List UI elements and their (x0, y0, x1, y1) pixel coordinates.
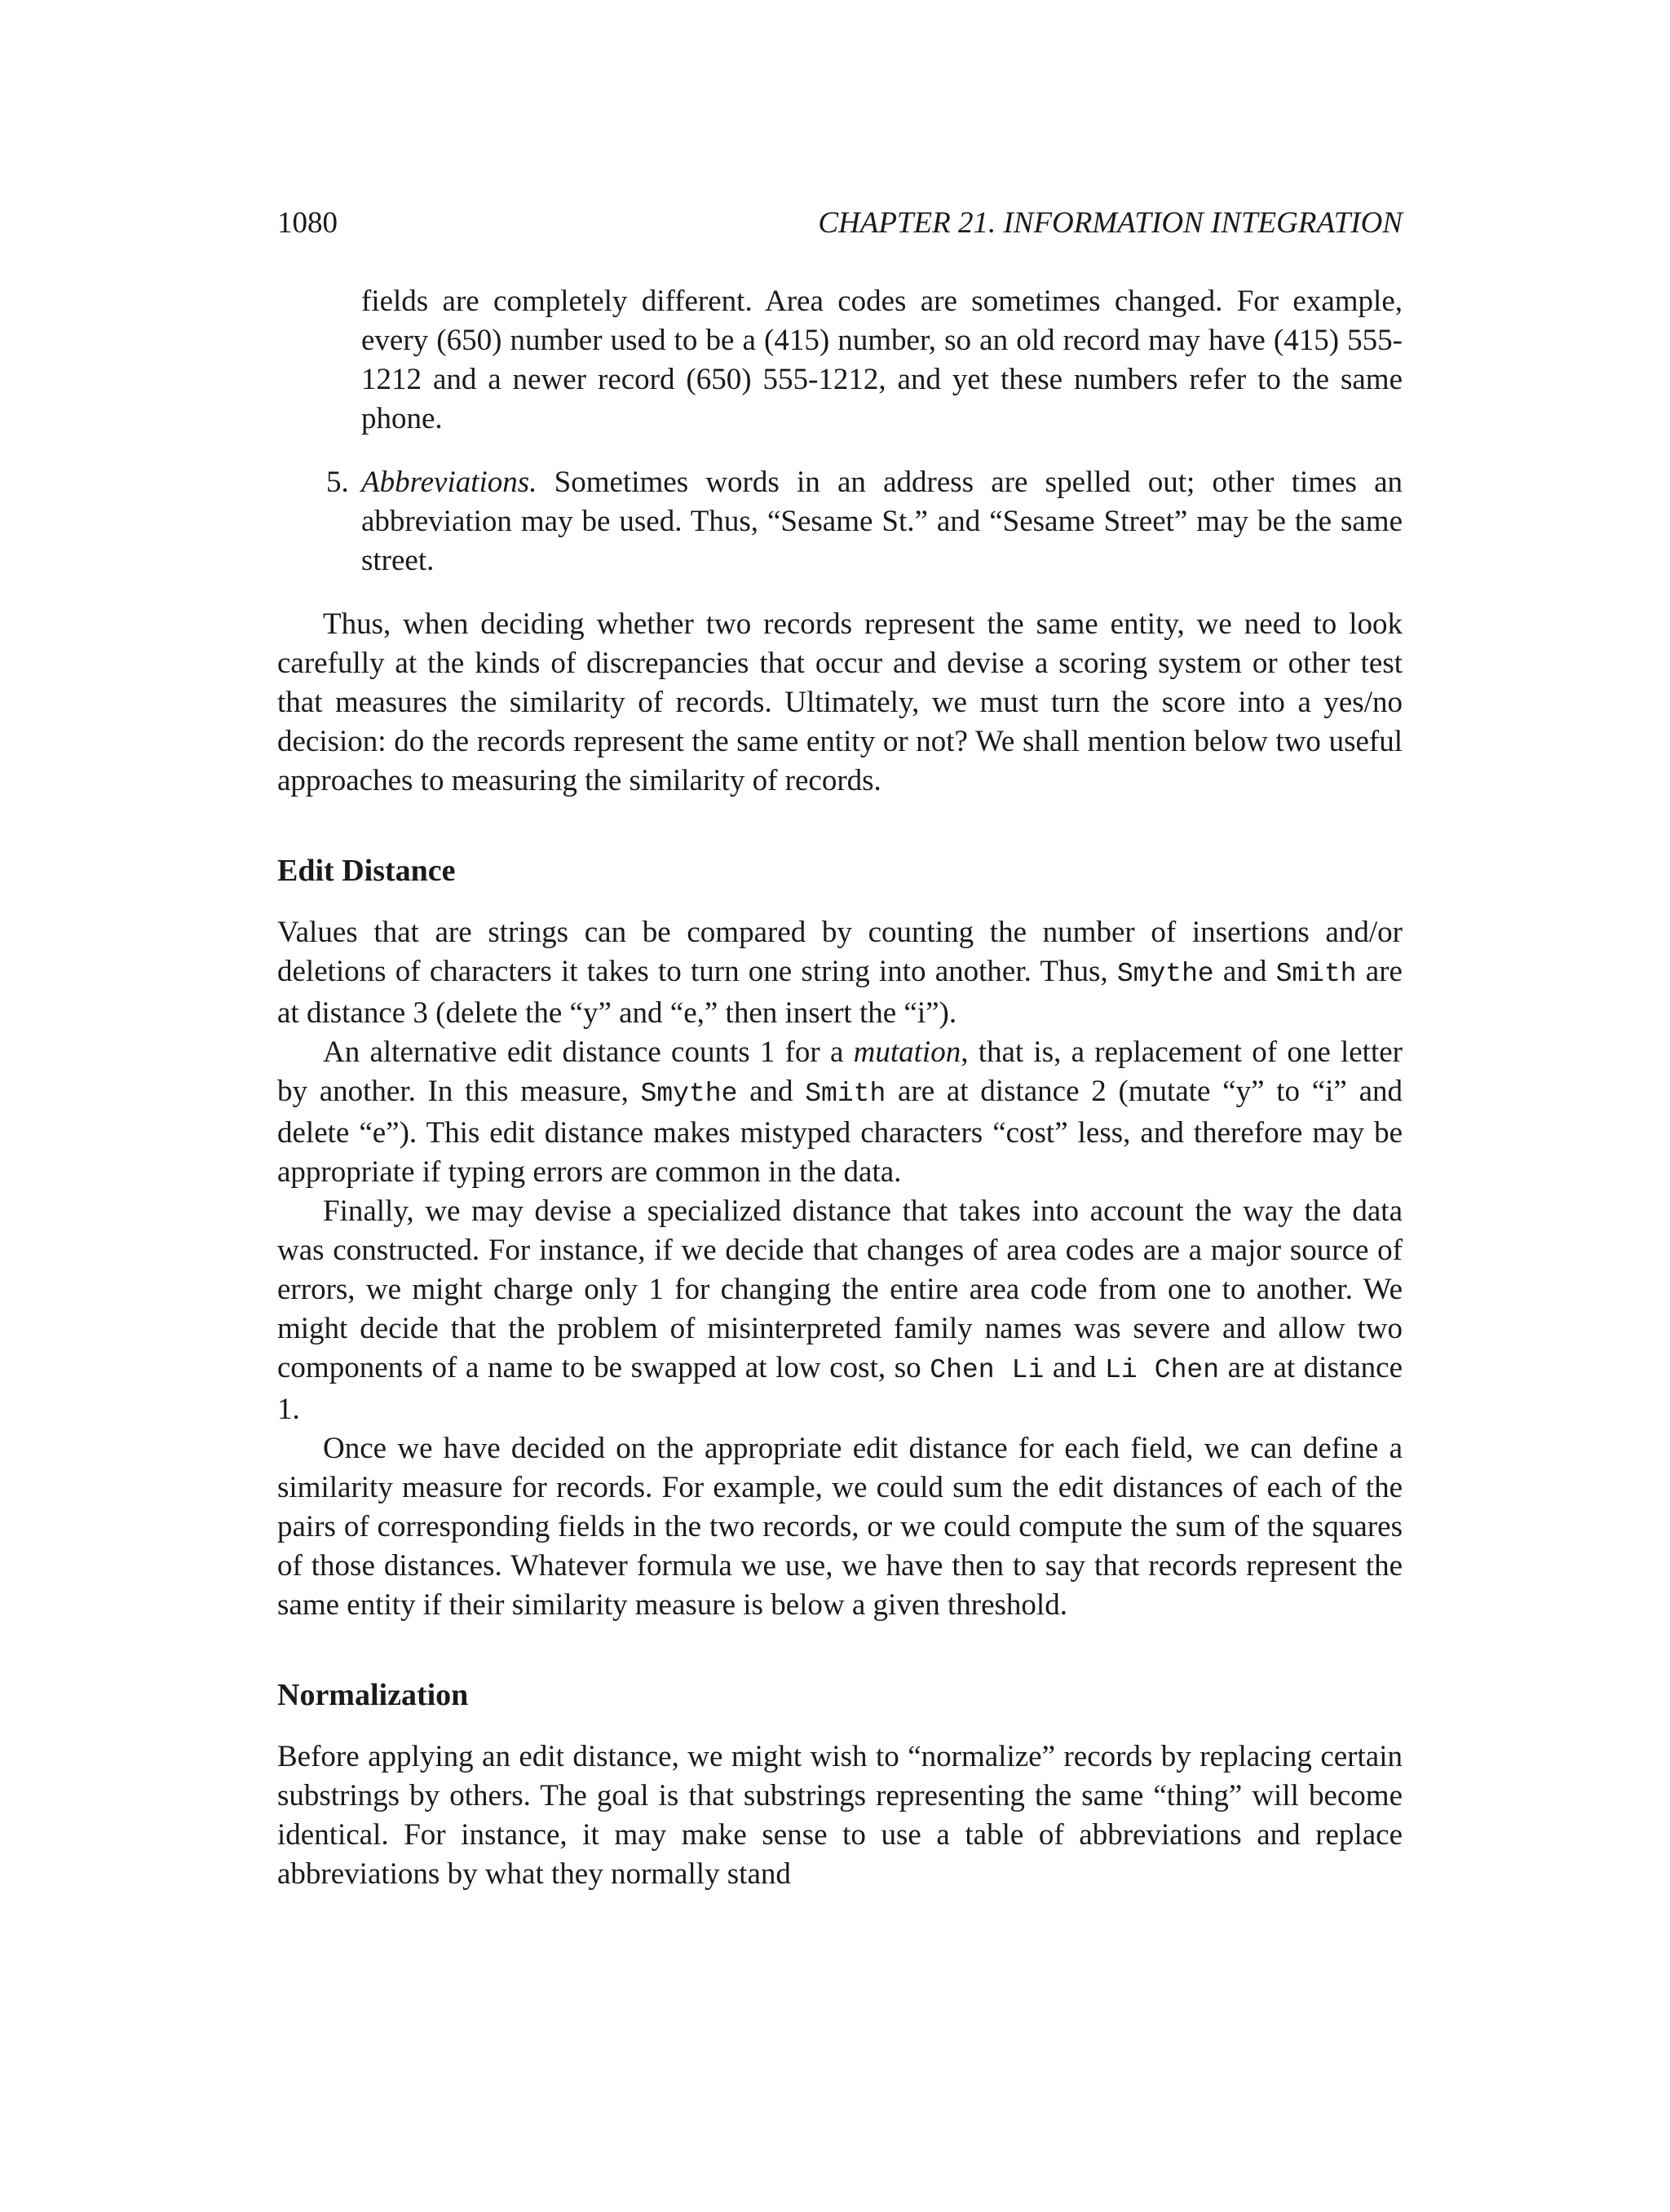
text-run: are at distance 2 (mutate “y” to “i” and delete “e”). This edit distance makes mistyped characters “cost” less, and therefore may be appropriate if typing errors are common in the data. (277, 1075, 1403, 1189)
section-heading-normalization: Normalization (277, 1678, 469, 1712)
list-item-4-text: fields are completely different. Area codes are sometimes changed. For example, every (650) number used to be a (415) number, so an old record may have (415) 555-1212 and a newer record (650) 555-1212, and yet these numbers refer to the same phone. (361, 285, 1403, 435)
running-head (277, 204, 1403, 243)
text-run: and (737, 1075, 806, 1108)
paragraph-intro: Thus, when deciding whether two records represent the same entity, we need to look carefully at the kinds of discrepancies that occur and devise a scoring system or other test that measures the similarity of records. Ultimately, we must turn the score into a yes/no decision: do the records represent the same entity or not? We shall mention below two useful approaches to measuring the similarity of records. (277, 607, 1403, 797)
text-run: and (1044, 1351, 1105, 1384)
section-heading-edit-distance: Edit Distance (277, 854, 456, 888)
code-chen-li: Chen Li (930, 1355, 1045, 1385)
page-number: 1080 (277, 206, 338, 240)
text-run: and (1213, 955, 1276, 988)
paragraph-edit-4: Once we have decided on the appropriate edit distance for each field, we can define a similarity measure for records. For example, we could sum the edit distances of each of the pairs of corresponding fields in the two records, or we could compute the sum of the squares of those distances. Whatever formula we use, we have then to say that records represent the same entity if their similarity measure is below a given threshold. (277, 1432, 1403, 1622)
text-run: An alternative edit distance counts 1 for a (323, 1035, 854, 1069)
text-run: are at distance 1. (277, 1351, 1403, 1426)
list-item-continuation (277, 282, 1403, 439)
paragraph-edit-1 (277, 913, 1403, 1033)
text-run: are at distance 3 (delete the “y” and “e,” then insert the “i”). (277, 955, 1403, 1030)
text-run: , that is, a replacement of one letter by another. In this measure, (277, 1035, 1403, 1108)
paragraph-edit-2 (277, 1033, 1403, 1192)
term-mutation: mutation (853, 1035, 961, 1069)
code-li-chen: Li Chen (1105, 1355, 1220, 1385)
list-item-5-body: Sometimes words in an address are spelled out; other times an abbreviation may be used. Thus, “Sesame St.” and “Sesame Street” may be the same street. (361, 466, 1403, 577)
page-body (277, 204, 1403, 1894)
chapter-title: CHAPTER 21. INFORMATION INTEGRATION (818, 206, 1403, 240)
list-item-5 (277, 463, 1403, 581)
paragraph-normalization-1: Before applying an edit distance, we might wish to “normalize” records by replacing certain substrings by others. The goal is that substrings representing the same “thing” will become identical. For instance, it may make sense to use a table of abbreviations and replace abbreviations by what they normally stand (277, 1740, 1403, 1891)
list-item-number: 5. (326, 466, 349, 499)
code-smith: Smith (805, 1079, 886, 1109)
list-item-term: Abbreviations. (361, 466, 537, 499)
code-smith: Smith (1275, 959, 1357, 989)
text-run: Values that are strings can be compared by counting the number of insertions and/or deletions of characters it takes to turn one string into another. Thus, (277, 916, 1403, 988)
code-smythe: Smythe (640, 1079, 738, 1109)
paragraph-edit-3 (277, 1192, 1403, 1429)
code-smythe: Smythe (1116, 959, 1214, 989)
text-run: Finally, we may devise a specialized distance that takes into account the way the data was constructed. For instance, if we decide that changes of area codes are a major source of errors, we might charge only 1 for changing the entire area code from one to another. We might decide that the problem of misinterpreted family names was severe and allow two components of a name to be swapped at low cost, so (277, 1194, 1403, 1384)
list-item-5-text (361, 463, 1403, 581)
